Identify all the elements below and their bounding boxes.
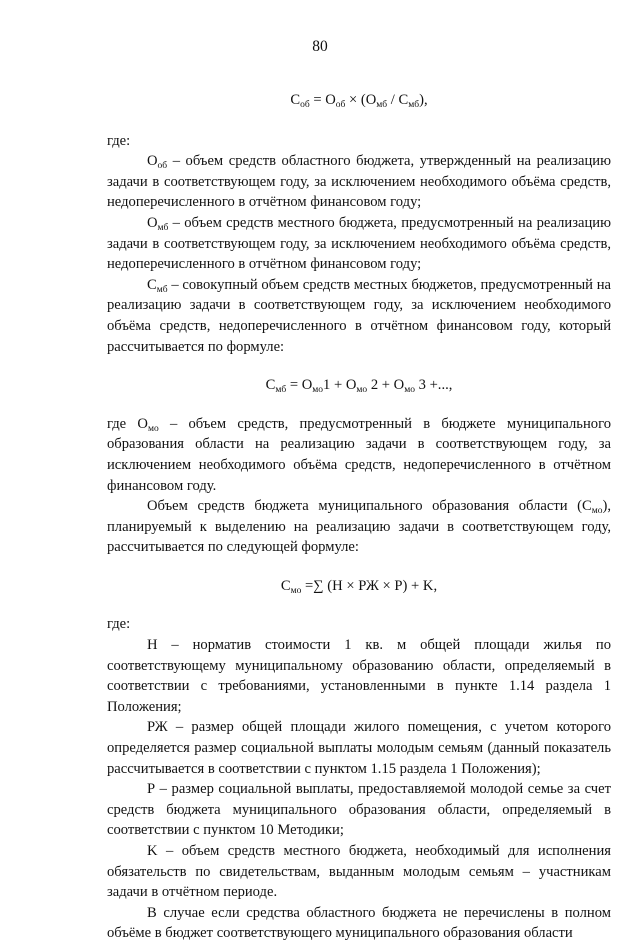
definition-s-mb: $С_{мб}$ – совокупный объем средств местных бюджетов, предусмотренный на реализацию задачи в соответствующем году, за исключением необходимого объёма средств, недоперечисленного в отчётном финансовом году, который рассчитывается по формуле:	[107, 276, 611, 355]
where-label: где:	[107, 132, 131, 149]
formula-s-ob: $С_{об} = О_{об} \times (О_{мб} / С_{мб})$,	[290, 92, 428, 110]
formula-s-mo: $С_{мо}$ =∑ (Н × РЖ × Р) + K,	[280, 577, 438, 596]
document-body	[107, 80, 611, 944]
definition-n: Н – норматив стоимости 1 кв. м общей площади жилья по соответствующему муниципальному образованию области, определяемый в соответствии с требованиями, установленными в пункте 1.14 раздела 1 Положения;	[107, 637, 611, 715]
definition-o-ob: $О_{об}$ – объем средств областного бюджета, утвержденный на реализацию задачи в соответствующем году, за исключением необходимого объёма средств, недоперечисленного в отчётном финансовом году;	[107, 153, 611, 211]
definition-p: Р – размер социальной выплаты, предоставляемой молодой семье за счет средств бюджета муниципального образования области, определяемый в соответствии с пунктом 10 Методики;	[107, 781, 611, 839]
formula-s-mb: $С_{мб} = О_{мо}1 + О_{мо}$ $2 + О_{мо}$ 3 +...,	[265, 377, 453, 396]
paragraph-last: В случае если средства областного бюджета не перечислены в полном объёме в бюджет соответствующего муниципального образования области	[107, 904, 611, 942]
paragraph-s-mo: Объем средств бюджета муниципального образования области $(С_{мо})$, планируемый к выделению на реализацию задачи в соответствующем году, рассчитывается по следующей формуле:	[107, 498, 611, 556]
definition-o-mo: где $О_{мо}$ – объем средств, предусмотренный в бюджете муниципального образования области на реализацию задачи в соответствующем году, за исключением необходимого объёма средств, недоперечисленного в отчётном финансовом году.	[107, 415, 611, 494]
page-number: 80	[312, 38, 328, 55]
definition-rzh: РЖ – размер общей площади жилого помещения, с учетом которого определяется размер социальной выплаты молодым семьям (данный показатель рассчитывается в соответствии с пунктом 1.15 раздела 1 Положения);	[107, 719, 611, 777]
where-label-2: где:	[107, 616, 131, 633]
definition-o-mb: $О_{мб}$ – объем средств местного бюджета, предусмотренный на реализацию задачи в соответствующем году, за исключением необходимого объёма средств, недоперечисленного в отчётном финансовом году;	[107, 214, 611, 273]
definition-k: K – объем средств местного бюджета, необходимый для исполнения обязательств по свидетельствам, выданным молодым семьям – участникам задачи в отчётном периоде.	[107, 843, 611, 901]
